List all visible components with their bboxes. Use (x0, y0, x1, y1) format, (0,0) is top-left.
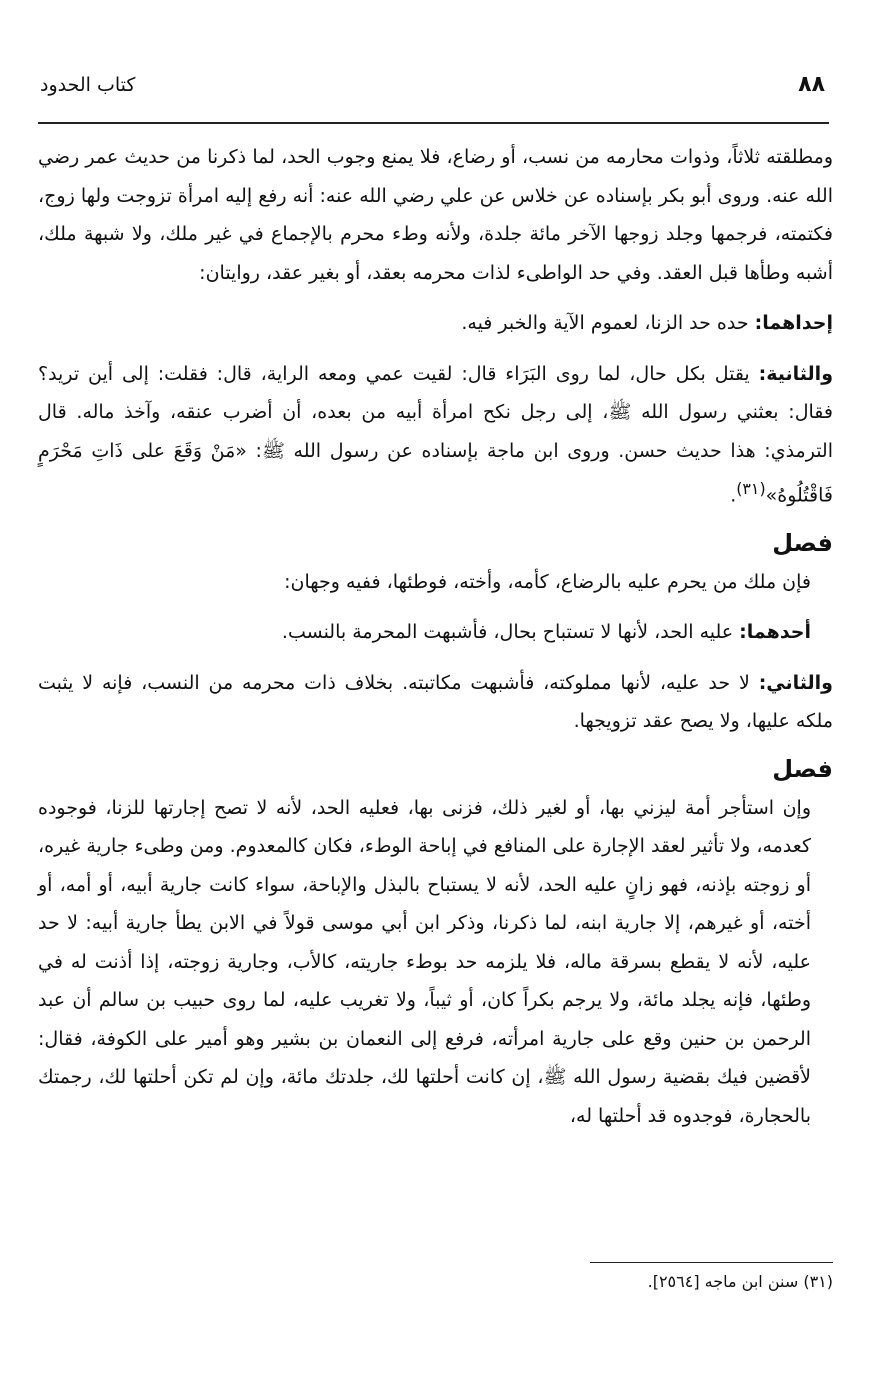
footnote: (٣١) سنن ابن ماجه [٢٥٦٤]. (647, 1272, 833, 1291)
page-body (38, 138, 833, 1135)
footnote-reference: (٣١) (736, 479, 766, 498)
page-number: ٨٨ (798, 72, 825, 97)
paragraph (38, 304, 833, 343)
paragraph (38, 613, 833, 652)
paragraph-term: أحدهما: (739, 621, 811, 644)
paragraph-text: لا حد عليه، لأنها مملوكته، فأشبهت مكاتبته. بخلاف ذات محرمه من النسب، فإنه لا يثبت ملكه عليها، ولا يصح عقد تزويجها. (38, 671, 833, 733)
paragraph-term: إحداهما: (754, 312, 833, 334)
running-title: كتاب الحدود (40, 74, 136, 96)
paragraph-text: يقتل بكل حال، لما روى البَرَاء قال: لقيت عمي ومعه الراية، قال: فقلت: إلى أين تريد؟ فقال: بعثني رسول الله ﷺ، إلى رجل نكح امرأة أبيه من بعده، أن أضرب عنقه، وآخذ ماله. قال الترمذي: هذا حديث حسن. وروى ابن ماجة بإسناده عن رسول الله ﷺ: «مَنْ وَقَعَ على ذَاتِ مَحْرَمٍ فَاقْتُلُوهُ» (38, 362, 833, 507)
paragraph: وإن استأجر أمة ليزني بها، أو لغير ذلك، فزنى بها، فعليه الحد، لأنه لا تصح إجارتها للزنا، فوجوده كعدمه، ولا تأثير لعقد الإجارة على المنافع في إباحة الوطء، فكان كالمعدوم. ومن وطىء جارية غيره، أو زوجته بإذنه، فهو زانٍ عليه الحد، لأنه لا يستباح بالبذل والإباحة، سواء كانت جارية أبيه، أو أمه، أو أخته، أو غيرهم، إلا جارية ابنه، لما ذكرنا، وذكر ابن أبي موسى قولاً في الابن يطأ جارية أبيه: لا حد عليه، لأنه لا يقطع بسرقة ماله، فلا يلزمه حد بوطء جاريته، كالأب، وجارية زوجته، إذا أذنت له في وطئها، فإنه يجلد مائة، ولا يرجم بكراً كان، أو ثيباً، ولا تغريب عليه، لما روى حبيب بن سالم أن عبد الرحمن بن حنين وقع على جارية امرأته، فرفع إلى النعمان بن بشير وهو أمير على الكوفة، فقال: لأقضين فيك بقضية رسول الله ﷺ، إن كانت أحلتها لك، جلدتك مائة، وإن لم تكن أحلتها لك، رجمتك بالحجارة، فوجدوه قد أحلتها له، (38, 796, 811, 1127)
page-header (40, 72, 825, 112)
footnote-divider (590, 1262, 833, 1263)
paragraph-term: والثانية: (758, 362, 833, 385)
paragraph: فإن ملك من يحرم عليه بالرضاع، كأمه، وأخته، فوطئها، ففيه وجهان: (284, 570, 811, 593)
paragraph: والثانية: يقتل بكل حال، لما روى البَرَاء قال: لقيت عمي ومعه الراية، قال: فقلت: إلى أين تريد؟ فقال: بعثني رسول الله ﷺ، إلى رجل نكح امرأة أبيه من بعده، أن أضرب عنقه، وآخذ ماله. قال الترمذي: هذا حديث حسن. وروى ابن ماجة بإسناده عن رسول الله ﷺ: «مَنْ وَقَعَ على ذَاتِ مَحْرَمٍ فَاقْتُلُوهُ»$^{(٣١)}$. (38, 362, 833, 507)
paragraph (38, 664, 833, 741)
paragraph-text: حده حد الزنا، لعموم الآية والخبر فيه. (461, 312, 749, 334)
paragraph-term: والثاني: (758, 671, 833, 694)
section-heading: فصل (772, 754, 833, 783)
section-heading: فصل (772, 528, 833, 557)
paragraph: ومطلقته ثلاثاً، وذوات محارمه من نسب، أو رضاع، فلا يمنع وجوب الحد، لما ذكرنا من حديث عمر رضي الله عنه. وروى أبو بكر بإسناده عن خلاس عن علي رضي الله عنه: أنه رفع إليه امرأة تزوجت ولها زوج، فكتمته، فرجمها وجلد زوجها الآخر مائة جلدة، ولأنه وطء محرم بالإجماع في غير ملك، ولا شبهة ملك، أشبه وطأها قبل العقد. وفي حد الواطىء لذات محرمه بعقد، أو بغير عقد، روايتان: (38, 146, 833, 284)
header-divider (38, 122, 829, 124)
paragraph-text: عليه الحد، لأنها لا تستباح بحال، فأشبهت المحرمة بالنسب. (281, 621, 734, 644)
